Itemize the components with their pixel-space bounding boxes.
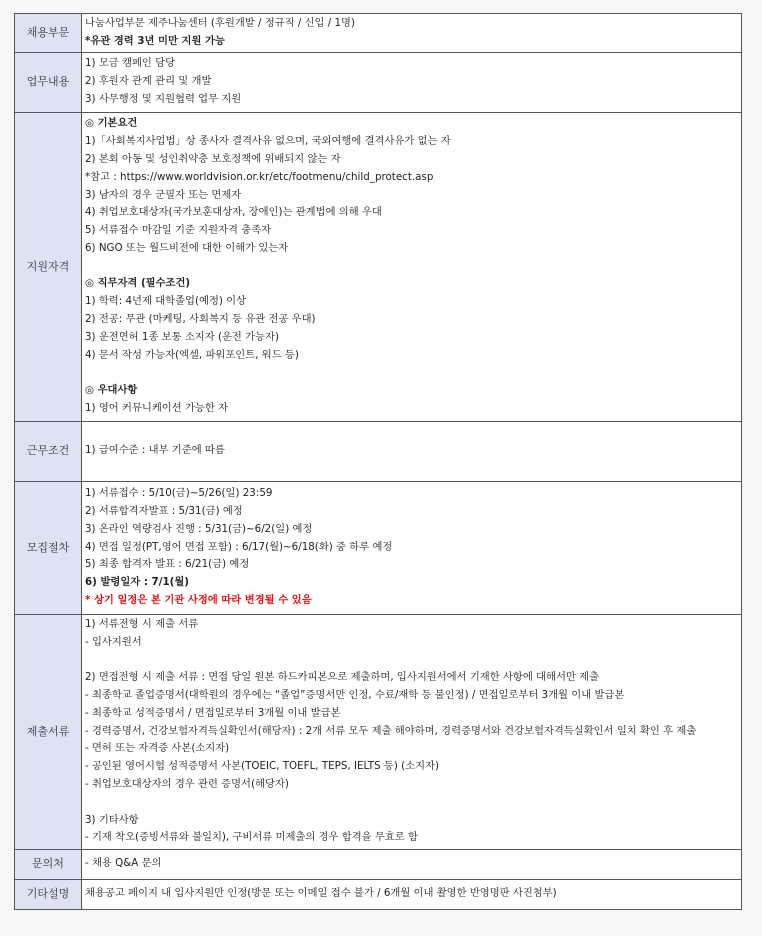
content-line: 3) 기타사항 <box>85 813 139 826</box>
content-line: ◎ 직무자격 (필수조건) <box>85 277 191 290</box>
row-content <box>82 849 742 879</box>
section-position <box>15 14 742 53</box>
row-content <box>82 112 742 421</box>
row-content <box>82 52 742 112</box>
row-content <box>82 421 742 481</box>
content-line: 6) 발령일자 : 7/1(월) <box>85 576 189 589</box>
content-line: 1) 서류접수 : 5/10(금)~5/26(일) 23:59 <box>85 487 273 500</box>
content-line: - 입사지원서 <box>85 635 142 648</box>
row-header: 제출서류 <box>15 614 82 849</box>
content-line: 4) 취업보호대상자(국가보훈대상자, 장애인)는 관계법에 의해 우대 <box>85 206 382 219</box>
content-line: - 채용 Q&A 문의 <box>85 857 162 870</box>
content-line: 3) 온라인 역량검사 진행 : 5/31(금)~6/2(일) 예정 <box>85 522 313 535</box>
content-line: ◎ 우대사항 <box>85 384 138 397</box>
content-line: 1) 모금 캠페인 담당 <box>85 57 176 70</box>
content-line: * 상기 일정은 본 기관 사정에 따라 변경될 수 있음 <box>85 594 312 607</box>
content-line: 3) 사무행정 및 지원협력 업무 지원 <box>85 92 242 105</box>
content-line: - 면허 또는 자격증 사본(소지자) <box>85 742 230 755</box>
section-documents <box>15 614 742 849</box>
content-line <box>85 794 739 812</box>
content-line: 2) 면접전형 시 제출 서류 : 면접 당일 원본 하드카피본으로 제출하며, 입사지원서에서 기재한 사항에 대해서만 제출 <box>85 671 600 684</box>
content-line: 5) 최종 합격자 발표 : 6/21(금) 예정 <box>85 558 250 571</box>
row-header: 근무조건 <box>15 421 82 481</box>
content-line: *참고 : https://www.worldvision.or.kr/etc/footmenu/child_protect.asp <box>85 170 434 183</box>
section-conditions <box>15 421 742 481</box>
content-line: - 취업보호대상자의 경우 관련 증명서(해당자) <box>85 778 289 791</box>
row-header: 문의처 <box>15 849 82 879</box>
content-line: 3) 남자의 경우 군필자 또는 면제자 <box>85 188 242 201</box>
content-line: 6) NGO 또는 월드비전에 대한 이해가 있는자 <box>85 241 289 254</box>
content-line: - 기재 착오(증빙서류와 불일치), 구비서류 미제출의 경우 합격을 무효로 함 <box>85 831 418 844</box>
content-line <box>85 652 739 670</box>
row-content <box>82 14 742 53</box>
content-line <box>85 258 739 276</box>
content-line: 1) 영어 커뮤니케이션 가능한 자 <box>85 402 229 415</box>
row-content <box>82 481 742 614</box>
content-line: - 최종학교 성적증명서 / 면접일로부터 3개월 이내 발급본 <box>85 706 341 719</box>
content-line: 2) 서류합격자발표 : 5/31(금) 예정 <box>85 505 243 518</box>
content-line: 1)「사회복지사업법」상 종사자 결격사유 없으며, 국외여행에 결격사유가 없는 자 <box>85 135 451 148</box>
content-line: - 공인된 영어시험 성적증명서 사본(TOEIC, TOEFL, TEPS, IELTS 등) (소지자) <box>85 760 440 773</box>
content-line: 1) 학력: 4년제 대학졸업(예정) 이상 <box>85 295 247 308</box>
row-header: 기타설명 <box>15 879 82 909</box>
row-content <box>82 614 742 849</box>
content-line <box>85 364 739 382</box>
content-line: - 경력증명서, 건강보험자격득실확인서(해당자) : 2개 서류 모두 제출 해야하며, 경력증명서와 건강보험자격득실확인서 일치 확인 후 제출 <box>85 724 697 737</box>
row-header: 지원자격 <box>15 112 82 421</box>
content-line: 2) 본회 아동 및 성인취약층 보호정책에 위배되지 않는 자 <box>85 152 341 165</box>
row-header: 모집절차 <box>15 481 82 614</box>
content-line: *유관 경력 3년 미만 지원 가능 <box>85 34 225 47</box>
content-line: ◎ 기본요건 <box>85 117 138 130</box>
section-duties <box>15 52 742 112</box>
job-posting-table <box>14 13 742 910</box>
content-line: 나눔사업부문 제주나눔센터 (후원개발 / 정규직 / 신입 / 1명) <box>85 17 356 29</box>
content-line: - 최종학교 졸업증명서(대학원의 경우에는 “졸업”증명서만 인정, 수료/재학 등 불인정) / 면접일로부터 3개월 이내 발급본 <box>85 689 625 702</box>
content-line: 2) 후원자 관계 관리 및 개발 <box>85 75 212 88</box>
content-line: 4) 문서 작성 가능자(엑셀, 파워포인트, 워드 등) <box>85 348 299 361</box>
content-line: 2) 전공: 무관 (마케팅, 사회복지 등 유관 전공 우대) <box>85 313 316 326</box>
content-line: 5) 서류접수 마감일 기준 지원자격 충족자 <box>85 224 272 237</box>
row-header: 업무내용 <box>15 52 82 112</box>
content-line: 4) 면접 일정(PT,영어 면접 포함) : 6/17(월)~6/18(화) 중 하루 예정 <box>85 540 393 553</box>
content-line: 1) 급여수준 : 내부 기준에 따름 <box>85 444 225 457</box>
row-content <box>82 879 742 909</box>
content-line: 채용공고 페이지 내 입사지원만 인정(방문 또는 이메일 접수 불가 / 6개월 이내 촬영한 반영명판 사진첨부) <box>85 887 557 900</box>
content-line: 1) 서류전형 시 제출 서류 <box>85 617 199 630</box>
section-other <box>15 879 742 909</box>
row-header: 채용부문 <box>15 14 82 53</box>
content-line: 3) 운전면허 1종 보통 소지자 (운전 가능자) <box>85 330 279 343</box>
section-qualifications <box>15 112 742 421</box>
section-contact <box>15 849 742 879</box>
job-posting <box>14 13 742 910</box>
section-process <box>15 481 742 614</box>
